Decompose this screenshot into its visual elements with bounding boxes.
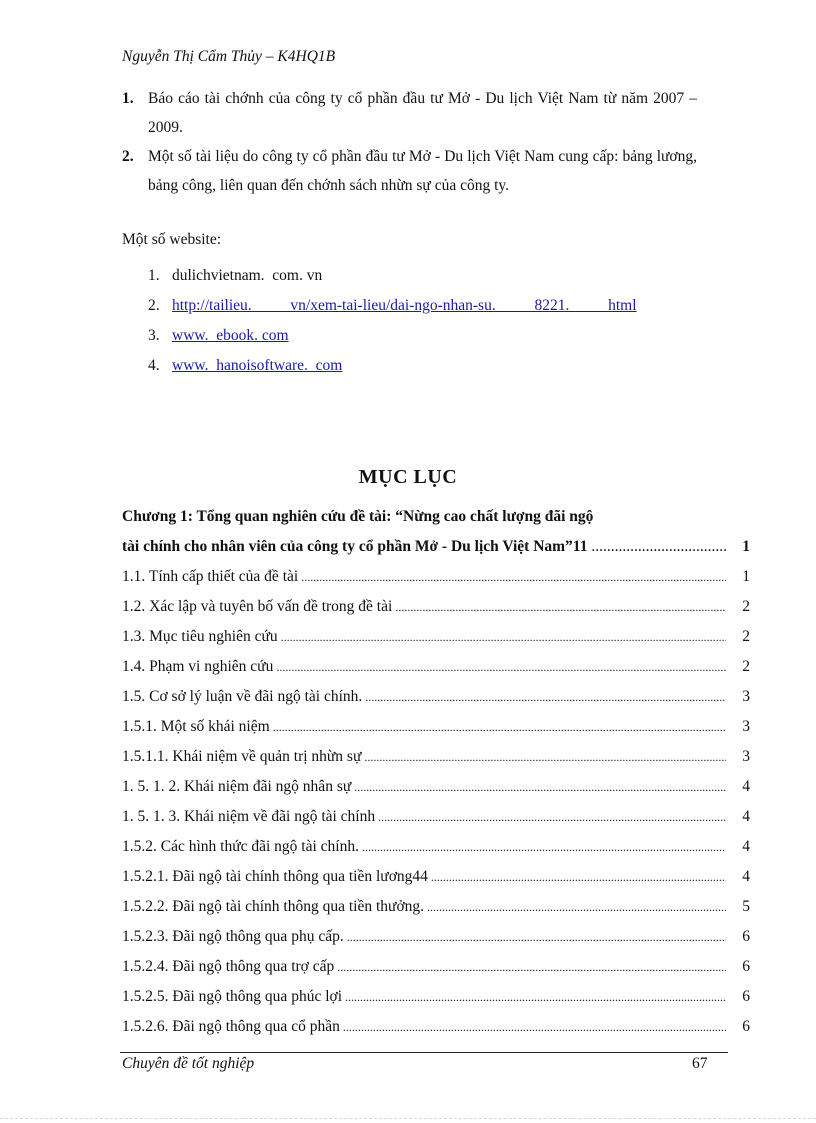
website-item: [148, 291, 637, 321]
toc-chapter-row: [122, 532, 750, 562]
toc-entry[interactable]: [122, 892, 750, 922]
website-item: [148, 321, 637, 351]
page-edge-divider: [0, 1118, 816, 1119]
toc-page-number: 4: [742, 778, 750, 795]
toc-page-number: 4: [742, 868, 750, 885]
toc-page-number: 3: [742, 718, 750, 735]
websites-list: [148, 261, 637, 381]
toc-entry[interactable]: [122, 562, 750, 592]
toc-entry[interactable]: [122, 772, 750, 802]
toc-entry-text: 1.5.1.1. Khái niệm về quản trị nhừn sự .....: [122, 748, 726, 766]
toc-entry[interactable]: [122, 682, 750, 712]
reference-item: [122, 84, 697, 142]
toc-chapter-line1: Chương 1: Tổng quan nghiên cứu đề tài: “Nừng cao chất lượng đãi ngộ: [122, 508, 594, 525]
toc-chapter-entry[interactable]: [122, 502, 750, 562]
toc-entry[interactable]: [122, 652, 750, 682]
toc-chapter-line2: tài chính cho nhân viên của công ty cổ phần Mở - Du lịch Việt Nam”11 .....: [122, 532, 726, 562]
toc-page-number: 6: [742, 1018, 750, 1035]
toc-entry-text: 1.5. Cơ sở lý luận về đãi ngộ tài chính. .....: [122, 688, 726, 706]
toc-list: [122, 562, 750, 1042]
reference-text: Báo cáo tài chớnh của công ty cổ phần đầu tư Mở - Du lịch Việt Nam từ năm 2007 – 2009.: [148, 90, 697, 136]
page-header: Nguyễn Thị Cẩm Thủy – K4HQ1B: [122, 48, 336, 65]
toc-page-number: 2: [742, 628, 750, 645]
toc-entry-text: 1.5.2.6. Đãi ngộ thông qua cổ phần .....: [122, 1018, 726, 1036]
toc-entry[interactable]: [122, 952, 750, 982]
footer-title: Chuyên đề tốt nghiệp: [122, 1055, 255, 1072]
toc-page-number: 2: [742, 658, 750, 675]
toc-entry-text: 1.5.2.1. Đãi ngộ tài chính thông qua tiền lương44 .....: [122, 868, 726, 886]
toc-page-number: 6: [742, 958, 750, 975]
toc-entry-text: 1.1. Tính cấp thiết của đề tài .....: [122, 568, 726, 586]
toc-entry-text: 1.5.2. Các hình thức đãi ngộ tài chính. .....: [122, 838, 726, 856]
reference-item: [122, 142, 697, 200]
toc-entry[interactable]: [122, 712, 750, 742]
toc-entry-text: 1. 5. 1. 2. Khái niệm đãi ngộ nhân sự .....: [122, 778, 726, 796]
toc-entry[interactable]: [122, 1012, 750, 1042]
reference-text: Một số tài liệu do công ty cổ phần đầu tư Mở - Du lịch Việt Nam cung cấp: bảng lương, bảng công, liên quan đến chớnh sách nhừn sự của công ty.: [148, 148, 697, 194]
toc-entry[interactable]: [122, 862, 750, 892]
toc-page-number: 3: [742, 748, 750, 765]
toc-entry[interactable]: [122, 622, 750, 652]
toc-page-number: 4: [742, 838, 750, 855]
toc-entry[interactable]: [122, 802, 750, 832]
website-number: 2.: [148, 297, 160, 314]
toc-entry[interactable]: [122, 742, 750, 772]
toc-page-number: 6: [742, 988, 750, 1005]
toc-page-number: 4: [742, 808, 750, 825]
website-number: 1.: [148, 267, 160, 284]
website-link[interactable]: www. hanoisoftware. com: [172, 357, 343, 374]
website-item: [148, 261, 637, 291]
toc-page-number: 3: [742, 688, 750, 705]
toc-entry-text: 1.5.2.5. Đãi ngộ thông qua phúc lợi .....: [122, 988, 726, 1006]
toc-entry-text: 1.5.2.4. Đãi ngộ thông qua trợ cấp .....: [122, 958, 726, 976]
reference-number: 1.: [122, 90, 134, 107]
toc-entry-text: 1.5.1. Một số khái niệm .....: [122, 718, 726, 736]
toc-page-number: 1: [742, 568, 750, 585]
toc-entry-text: 1.2. Xác lập và tuyên bố vấn đề trong đề tài .....: [122, 598, 726, 616]
toc-entry[interactable]: [122, 832, 750, 862]
toc-entry[interactable]: [122, 982, 750, 1012]
reference-number: 2.: [122, 148, 134, 165]
toc-page-number: 1: [742, 538, 750, 555]
toc-page-number: 6: [742, 928, 750, 945]
website-link[interactable]: http://tailieu. vn/xem-tai-lieu/dai-ngo-nhan-su. 8221. html: [172, 297, 637, 314]
toc-title: MỤC LỤC: [358, 466, 458, 488]
website-link[interactable]: www. ebook. com: [172, 327, 289, 344]
toc-entry-text: 1.4. Phạm vi nghiên cứu .....: [122, 658, 726, 676]
websites-title: Một số website:: [122, 231, 222, 248]
toc-page-number: 5: [742, 898, 750, 915]
toc-entry[interactable]: [122, 922, 750, 952]
toc-entry-text: 1.5.2.2. Đãi ngộ tài chính thông qua tiền thưởng. .....: [122, 898, 726, 916]
footer-page-number: 67: [692, 1055, 708, 1072]
toc-entry-text: 1. 5. 1. 3. Khái niệm về đãi ngộ tài chính .....: [122, 808, 726, 826]
website-item: [148, 351, 637, 381]
website-number: 3.: [148, 327, 160, 344]
toc-entry[interactable]: [122, 592, 750, 622]
website-text: dulichvietnam. com. vn: [172, 267, 323, 284]
website-number: 4.: [148, 357, 160, 374]
footer-divider: [120, 1052, 728, 1053]
toc-page-number: 2: [742, 598, 750, 615]
references-list: [122, 84, 697, 200]
toc-entry-text: 1.3. Mục tiêu nghiên cứu .....: [122, 628, 726, 646]
toc-entry-text: 1.5.2.3. Đãi ngộ thông qua phụ cấp. .....: [122, 928, 726, 946]
